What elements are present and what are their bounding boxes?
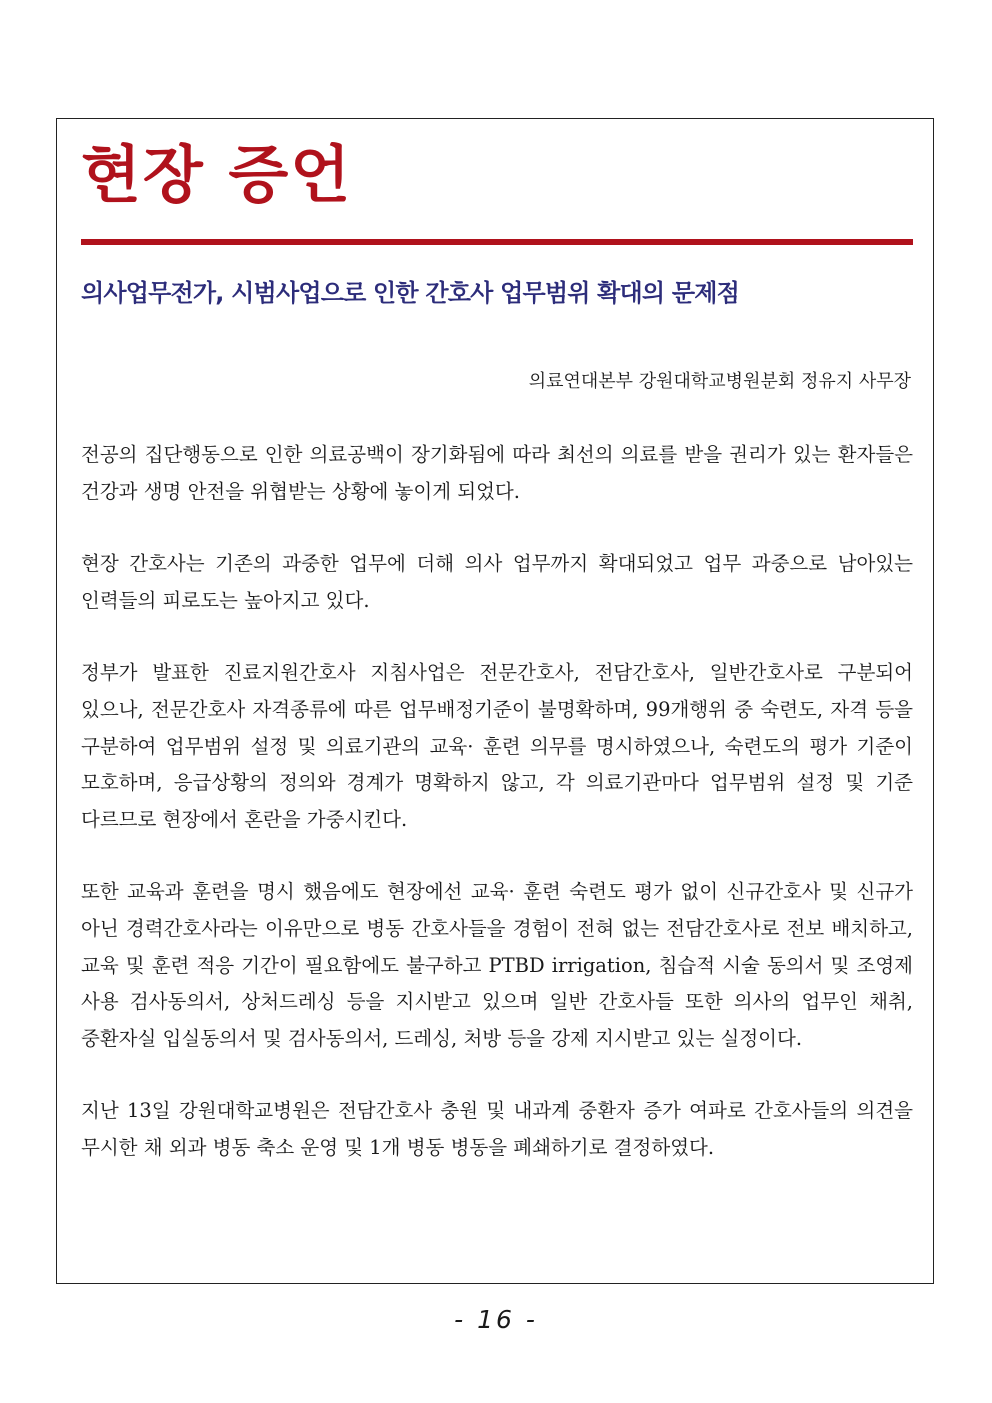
article-frame — [56, 118, 934, 1284]
body-paragraph: 현장 간호사는 기존의 과중한 업무에 더해 의사 업무까지 확대되었고 업무 과중으로 남아있는 인력들의 피로도는 높아지고 있다. — [81, 552, 913, 612]
body-paragraph: 또한 교육과 훈련을 명시 했음에도 현장에선 교육· 훈련 숙련도 평가 없이 신규간호사 및 신규가 아닌 경력간호사라는 이유만으로 병동 간호사들을 경험이 전혀 없는 전담간호사로 전보 배치하고, 교육 및 훈련 적응 기간이 필요함에도 불구하고 PTBD irrigation, 침습적 시술 동의서 및 조영제 사용 검사동의서, 상처드레싱 등을 지시받고 있으며 일반 간호사들 또한 의사의 업무인 채취, 중환자실 입실동의서 및 검사동의서, 드레싱, 처방 등을 강제 지시받고 있는 실정이다. — [81, 880, 913, 1050]
page-number: - 16 - — [454, 1305, 538, 1334]
body-paragraph: 지난 13일 강원대학교병원은 전담간호사 충원 및 내과계 중환자 증가 여파로 간호사들의 의견을 무시한 채 외과 병동 축소 운영 및 1개 병동 병동을 폐쇄하기로 결정하였다. — [81, 1099, 913, 1159]
article-headline: 의사업무전가, 시범사업으로 인한 간호사 업무범위 확대의 문제점 — [81, 279, 740, 307]
body-paragraph: 전공의 집단행동으로 인한 의료공백이 장기화됨에 따라 최선의 의료를 받을 권리가 있는 환자들은 건강과 생명 안전을 위협받는 상황에 놓이게 되었다. — [81, 443, 913, 503]
section-title: 현장 증언 — [81, 138, 353, 211]
author-byline: 의료연대본부 강원대학교병원분회 정유지 사무장 — [528, 371, 911, 392]
title-divider — [81, 239, 913, 245]
body-paragraph: 정부가 발표한 진료지원간호사 지침사업은 전문간호사, 전담간호사, 일반간호사로 구분되어 있으나, 전문간호사 자격종류에 따른 업무배정기준이 불명확하며, 99개행위 중 숙련도, 자격 등을 구분하여 업무범위 설정 및 의료기관의 교육· 훈련 의무를 명시하였으나, 숙련도의 평가 기준이 모호하며, 응급상황의 정의와 경계가 명확하지 않고, 각 의료기관마다 업무범위 설정 및 기준 다르므로 현장에서 혼란을 가중시킨다. — [81, 661, 913, 831]
article-body — [81, 437, 913, 1203]
